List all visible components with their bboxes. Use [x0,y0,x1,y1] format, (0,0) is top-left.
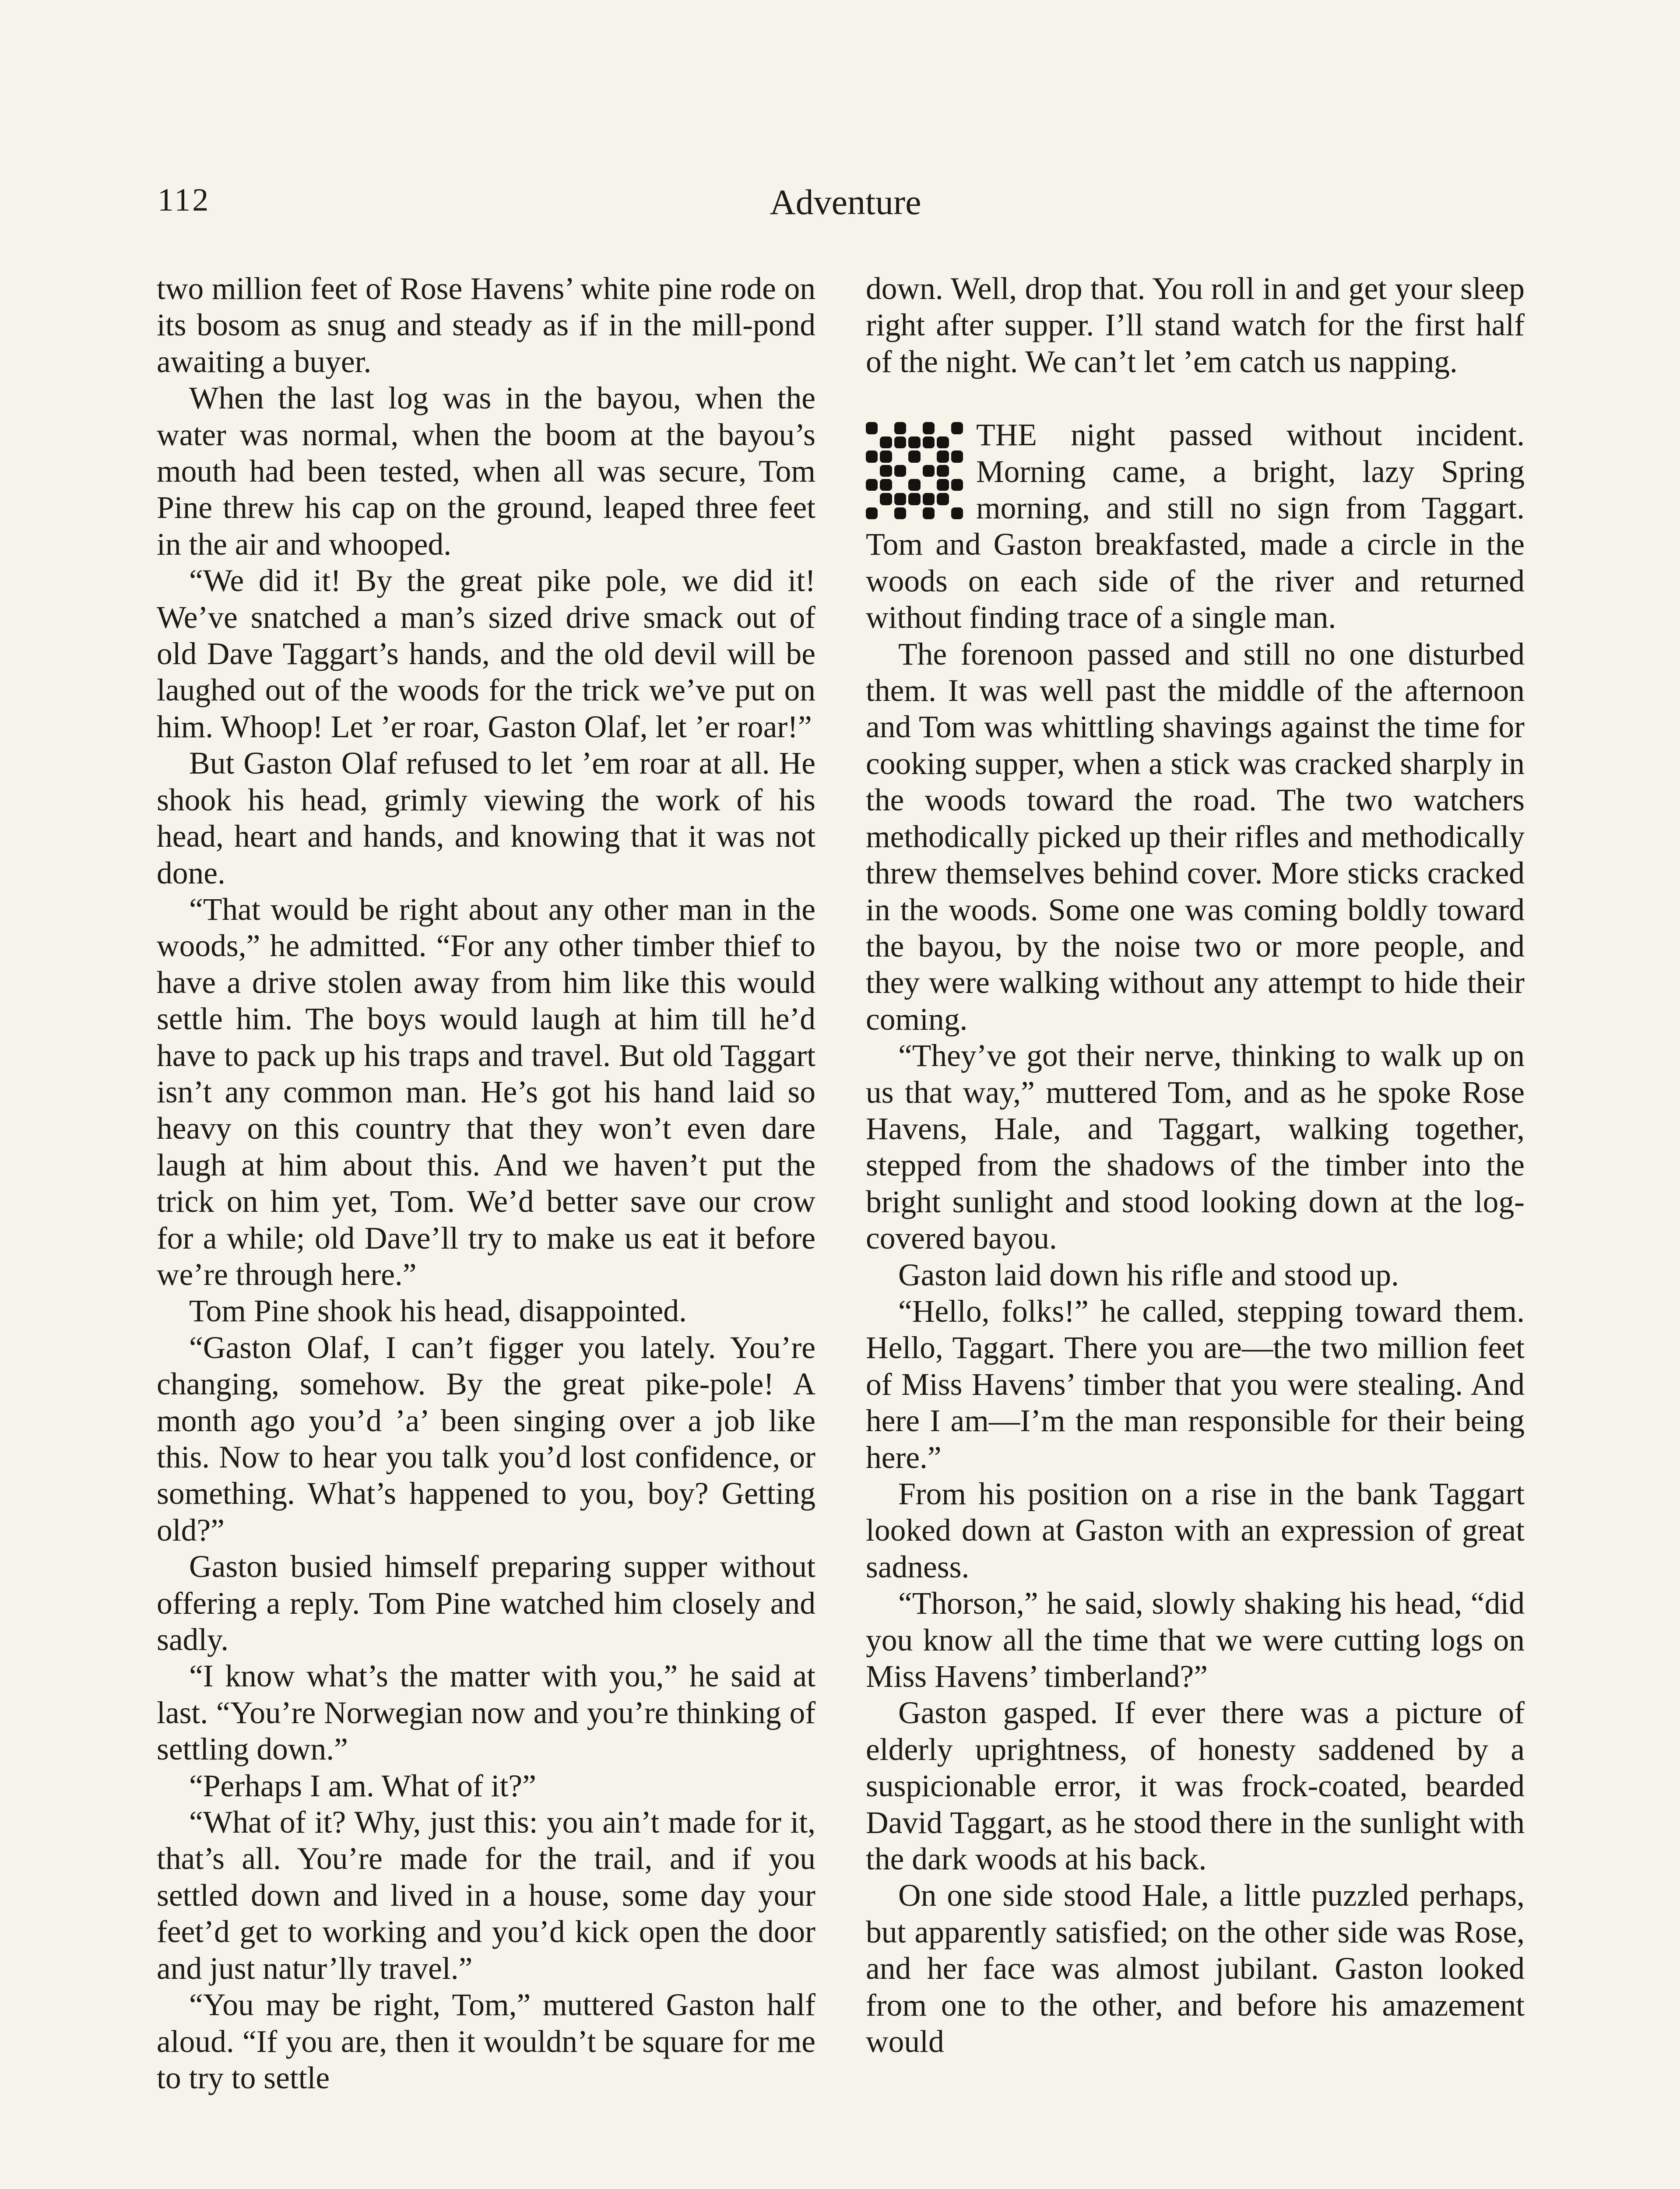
paragraph: “Hello, folks!” he called, stepping toward them. Hello, Taggart. There you are—the two million feet of Miss Havens’ timber that you were stealing. And here I am—I’m the man responsible for their being here.” [866,1294,1525,1475]
paragraph: “You may be right, Tom,” muttered Gaston half aloud. “If you are, then it wouldn’t be square for me to try to settle [157,1988,815,2095]
page-header [158,182,1533,230]
running-title: Adventure [770,182,921,222]
checkerboard-ornament-icon [866,422,963,519]
paragraph: The forenoon passed and still no one disturbed them. It was well past the middle of the afternoon and Tom was whittling shavings against the time for cooking supper, when a stick was cracked sharply in the woods toward the road. The two watchers methodically picked up their rifles and methodically threw themselves behind cover. More sticks cracked in the woods. Some one was coming boldly toward the bayou, by the noise two or more people, and they were walking without any attempt to hide their coming. [866,637,1525,1037]
paragraph: “What of it? Why, just this: you ain’t made for it, that’s all. You’re made for the trail, and if you settled down and lived in a house, some day your feet’d get to working and you’d kick open the door and just natur’lly travel.” [157,1805,815,1986]
paragraph: down. Well, drop that. You roll in and get your sleep right after supper. I’ll stand watch for the first half of the night. We can’t let ’em catch us napping. [866,271,1525,379]
paragraph: From his position on a rise in the bank Taggart looked down at Gaston with an expression of great sadness. [866,1477,1525,1584]
paragraph: THE night passed without incident. Morning came, a bright, lazy Spring morning, and still no sign from Taggart. Tom and Gaston breakfasted, made a circle in the woods on each side of the river and returned without finding trace of a single man. [866,418,1525,635]
paragraph: “Perhaps I am. What of it?” [189,1768,536,1803]
paragraph: On one side stood Hale, a little puzzled perhaps, but apparently satisfied; on the other side was Rose, and her face was almost jubilant. Gaston looked from one to the other, and before his amazement would [866,1878,1525,2059]
paragraph: When the last log was in the bayou, when the water was normal, when the boom at the bayou’s mouth had been tested, when all was secure, Tom Pine threw his cap on the ground, leaped three feet in the air and whooped. [157,381,815,562]
paragraph: Gaston gasped. If ever there was a picture of elderly uprightness, of honesty saddened by a suspicionable error, it was frock-coated, bearded David Taggart, as he stood there in the sunlight with the dark woods at his back. [866,1696,1525,1877]
paragraph: “That would be right about any other man in the woods,” he admitted. “For any other timber thief to have a drive stolen away from him like this would settle him. The boys would laugh at him till he’d have to pack up his traps and travel. But old Taggart isn’t any common man. He’s got his hand laid so heavy on this country that they won’t even dare laugh at him about this. And we haven’t put the trick on him yet, Tom. We’d better save our crow for a while; old Dave’ll try to make us eat it before we’re through here.” [157,892,815,1292]
paragraph: Gaston laid down his rifle and stood up. [898,1257,1399,1292]
right-column [866,271,1525,2060]
page-number: 112 [158,182,211,218]
paragraph: “They’ve got their nerve, thinking to walk up on us that way,” muttered Tom, and as he spoke Rose Havens, Hale, and Taggart, walking together, stepped from the shadows of the timber into the bright sunlight and stood looking down at the log-covered bayou. [866,1038,1525,1256]
paragraph: Tom Pine shook his head, disappointed. [189,1294,687,1329]
paragraph: “We did it! By the great pike pole, we did it! We’ve snatched a man’s sized drive smack out of old Dave Taggart’s hands, and the old devil will be laughed out of the woods for the trick we’ve put on him. Whoop! Let ’er roar, Gaston Olaf, let ’er roar!” [157,563,815,744]
paragraph: two million feet of Rose Havens’ white pine rode on its bosom as snug and steady as if in the mill-pond awaiting a buyer. [157,271,815,379]
paragraph: “Gaston Olaf, I can’t figger you lately. You’re changing, somehow. By the great pike-pole! A month ago you’d ’a’ been singing over a job like this. Now to hear you talk you’d lost confidence, or something. What’s happened to you, boy? Getting old?” [157,1330,815,1548]
paragraph: “I know what’s the matter with you,” he said at last. “You’re Norwegian now and you’re thinking of settling down.” [157,1659,815,1767]
paragraph: But Gaston Olaf refused to let ’em roar at all. He shook his head, grimly viewing the work of his head, heart and hands, and knowing that it was not done. [157,746,815,890]
paragraph: Gaston busied himself preparing supper without offering a reply. Tom Pine watched him closely and sadly. [157,1549,815,1658]
left-column [157,271,815,2096]
paragraph: “Thorson,” he said, slowly shaking his head, “did you know all the time that we were cutting logs on Miss Havens’ timberland?” [866,1586,1525,1694]
